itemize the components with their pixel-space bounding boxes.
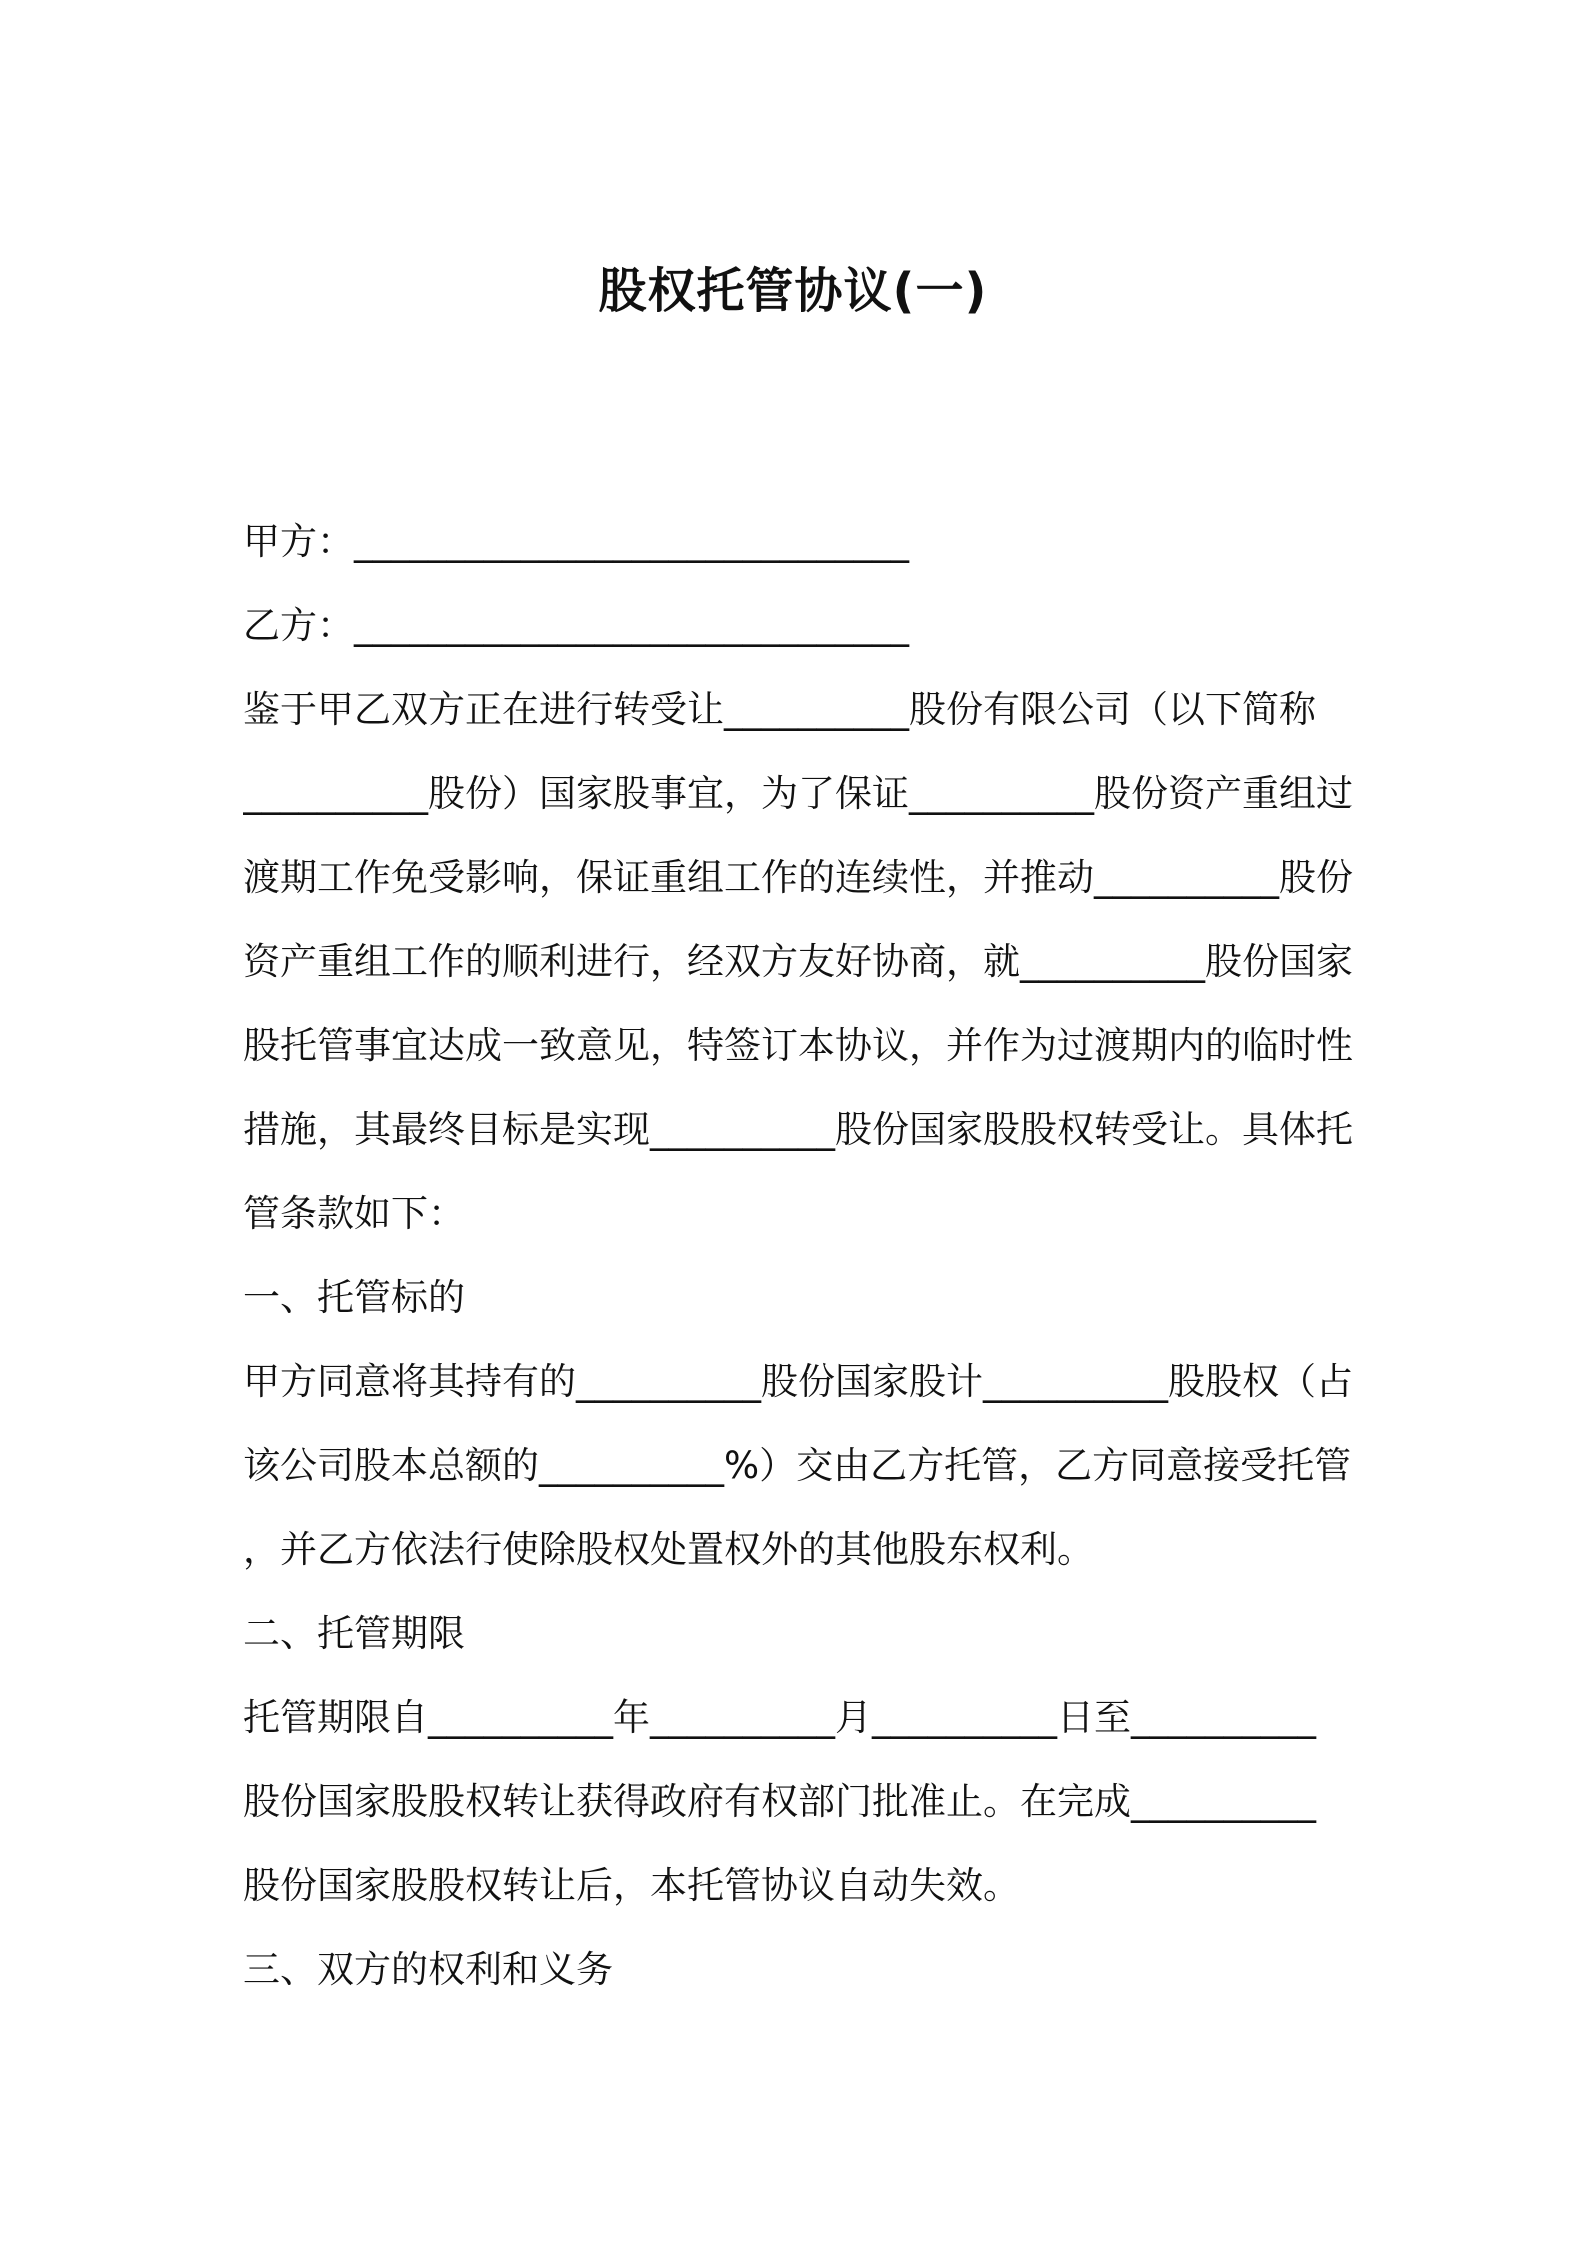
- preamble-line: 渡期工作免受影响，保证重组工作的连续性，并推动__________股份: [243, 856, 1353, 899]
- preamble-line: 管条款如下：: [243, 1192, 465, 1235]
- preamble-line: 资产重组工作的顺利进行，经双方友好协商，就__________股份国家: [243, 940, 1353, 983]
- preamble-line: 措施，其最终目标是实现__________股份国家股股权转受让。具体托: [243, 1108, 1353, 1151]
- section-2-heading: 二、托管期限: [243, 1612, 465, 1655]
- preamble-line: __________股份）国家股事宜，为了保证__________股份资产重组过: [243, 772, 1353, 815]
- document-body: [243, 500, 1353, 2012]
- section-1-line: 该公司股本总额的__________%）交由乙方托管，乙方同意接受托管: [243, 1444, 1352, 1487]
- section-2-line: 股份国家股股权转让获得政府有权部门批准止。在完成__________: [243, 1780, 1316, 1823]
- section-3-heading: 三、双方的权利和义务: [243, 1948, 613, 1991]
- section-1-paragraph: [243, 1340, 1353, 1592]
- section-1-line: ，并乙方依法行使除股权处置权外的其他股东权利。: [243, 1528, 1094, 1571]
- section-2-line: 托管期限自__________年__________月__________日至__________: [243, 1696, 1316, 1739]
- preamble-line: 鉴于甲乙双方正在进行转受让__________股份有限公司（以下简称: [243, 688, 1316, 731]
- page-title: 股权托管协议(一): [598, 263, 988, 319]
- party-a-line: 甲方：______________________________: [243, 520, 909, 563]
- party-b-line: 乙方：______________________________: [243, 604, 909, 647]
- preamble-line: 股托管事宜达成一致意见，特签订本协议，并作为过渡期内的临时性: [243, 1024, 1353, 1067]
- section-1-line: 甲方同意将其持有的__________股份国家股计__________股股权（占: [243, 1360, 1353, 1403]
- section-2-paragraph: [243, 1676, 1353, 1928]
- preamble-paragraph: [243, 668, 1353, 1256]
- section-2-line: 股份国家股股权转让后，本托管协议自动失效。: [243, 1864, 1020, 1907]
- section-1-heading: 一、托管标的: [243, 1276, 465, 1319]
